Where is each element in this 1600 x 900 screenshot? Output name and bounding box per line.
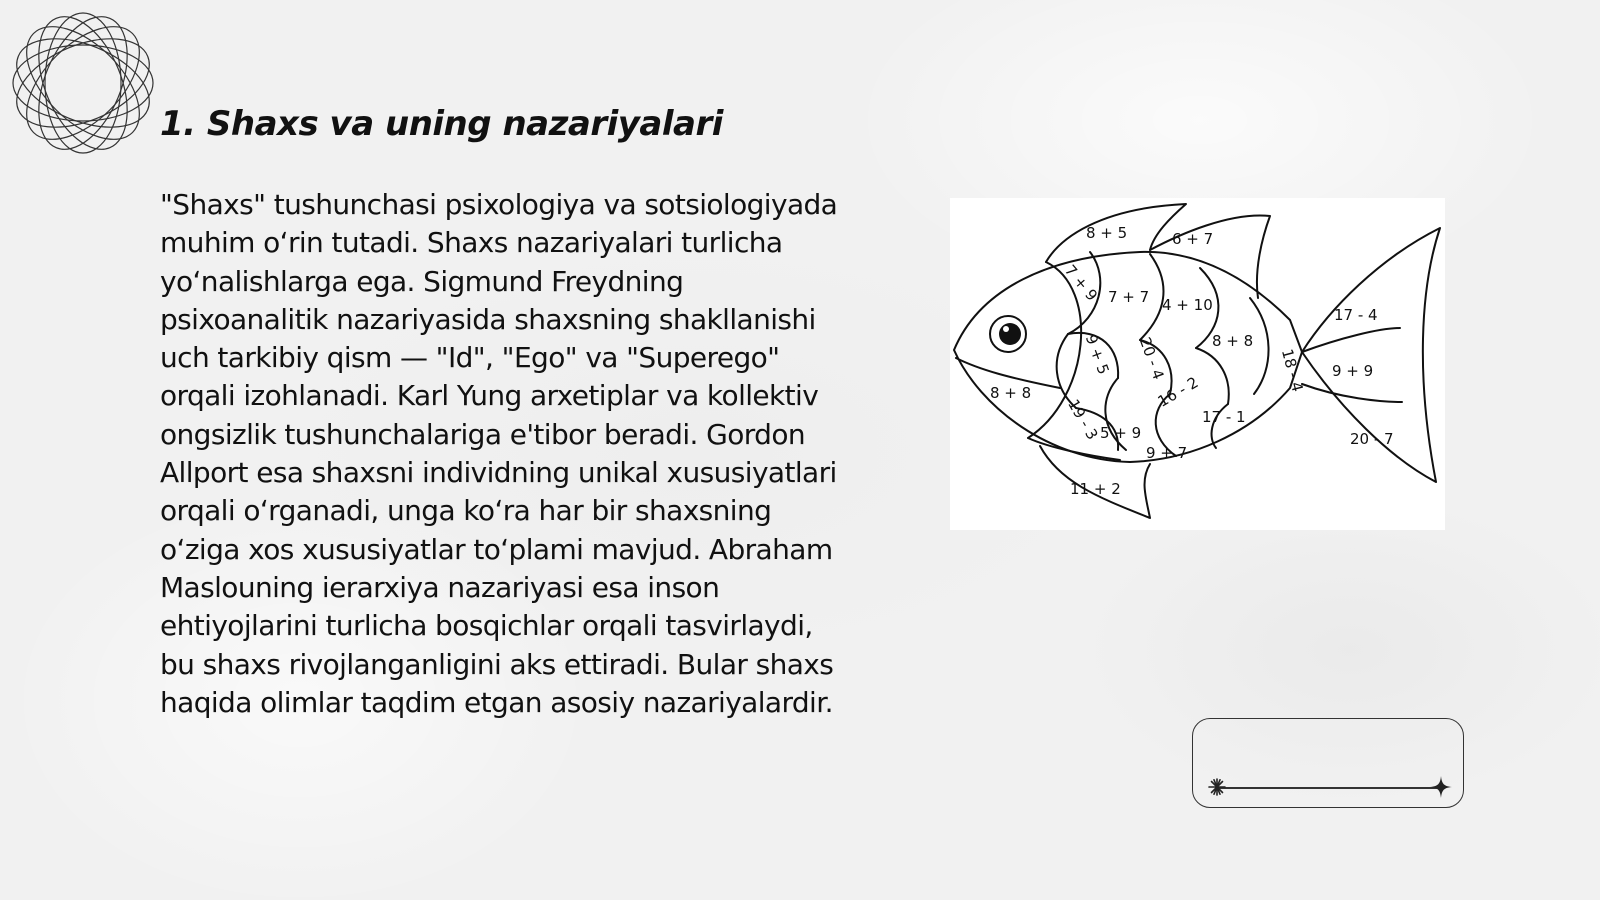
fish-drawing	[950, 198, 1445, 530]
fish-label-scale-7: 18 - 4	[1277, 346, 1307, 394]
fish-label-scale-8: 17 - 1	[1202, 408, 1246, 426]
slide-title: 1. Shaxs va uning nazariyalari	[160, 104, 723, 144]
fish-label-scale-5: 8 + 8	[1212, 332, 1254, 350]
fish-label-tail-bottom: 20 - 7	[1350, 430, 1394, 448]
fish-label-scale-6: 16 - 2	[1154, 373, 1202, 411]
progress-track	[1215, 787, 1443, 789]
fish-label-head-top: 7 + 9	[1060, 261, 1102, 305]
fish-label-head-bottom: 19 - 3	[1064, 396, 1102, 443]
fish-label-scale-3: 9 + 5	[1081, 332, 1113, 377]
fish-label-scale-10: 9 + 7	[1146, 444, 1188, 462]
fish-label-face: 8 + 8	[990, 384, 1032, 402]
fish-label-top-fin-right: 6 + 7	[1172, 230, 1214, 248]
fish-label-scale-9: 5 + 9	[1100, 424, 1142, 442]
fish-label-tail-top: 17 - 4	[1334, 306, 1378, 324]
rosette-icon	[8, 8, 158, 158]
fish-label-scale-1: 7 + 7	[1108, 288, 1150, 306]
sparkle-icon	[1207, 777, 1227, 797]
fish-illustration	[950, 198, 1445, 530]
fish-label-scale-4: 20 - 4	[1135, 334, 1168, 382]
fish-label-scale-2: 4 + 10	[1162, 296, 1213, 314]
fish-label-bottom-fin: 11 + 2	[1070, 480, 1121, 498]
slide-body-text: "Shaxs" tushunchasi psixologiya va sotsiologiyada muhim oʻrin tutadi. Shaxs nazariyalari turlicha yoʻnalishlarga ega. Sigmund Freydning psixoanalitik nazariyasida shaxsning shakllanishi uch tarkibiy qism — "Id", "Ego" va "Superego" orqali izohlanadi. Karl Yung arxetiplar va kollektiv ongsizlik tushunchalariga e'tibor beradi. Gordon Allport esa shaxsni individning unikal xususiyatlari orqali oʻrganadi, unga koʻra har bir shaxsning oʻziga xos xususiyatlar toʻplami mavjud. Abraham Maslouning ierarxiya nazariyasi esa inson ehtiyojlarini turlicha bosqichlar orqali tasvirlaydi, bu shaxs rivojlanganligini aks ettiradi. Bular shaxs haqida olimlar taqdim etgan asosiy nazariyalardir.	[160, 188, 838, 719]
progress-widget	[1192, 718, 1464, 808]
star-icon	[1429, 775, 1453, 799]
fish-label-tail-middle: 9 + 9	[1332, 362, 1374, 380]
fish-label-top-fin-left: 8 + 5	[1086, 224, 1128, 242]
